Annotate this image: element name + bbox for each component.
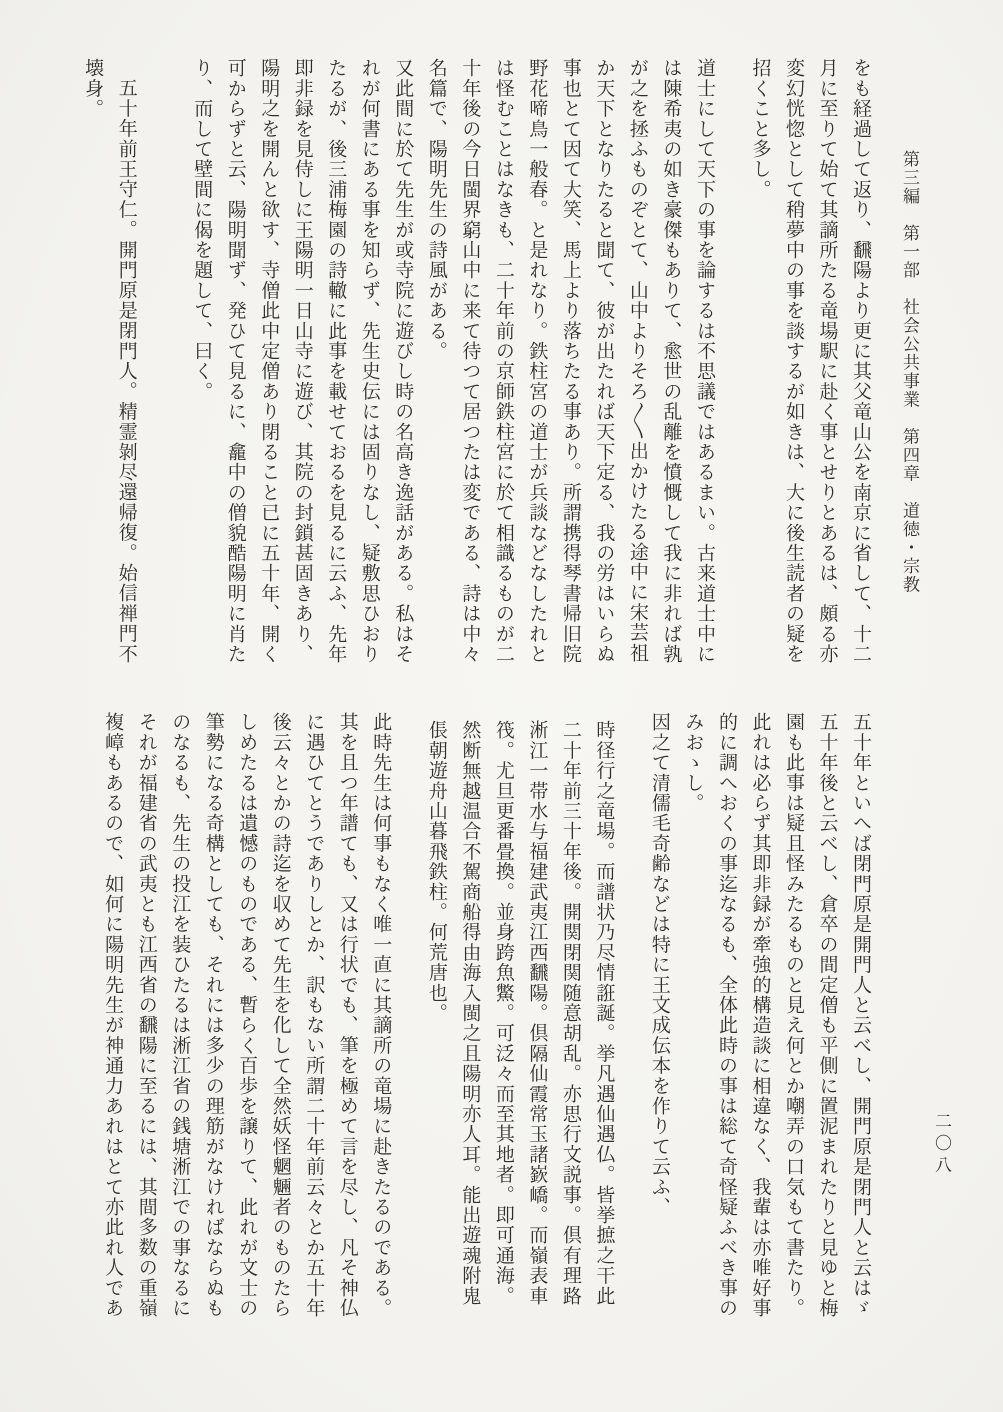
text-column: 五十年といへば閉門原是開門人と云べし、開門原是閉門人と云はゞ — [850, 712, 871, 1318]
text-column: 園も此事は疑且怪みたるものと見え何とか嘲弄の口気もて書たり。 — [782, 712, 804, 1318]
text-column: 事也とて因て大笑、馬上より落ちたる事あり。所謂携得琴書帰旧院 — [559, 58, 581, 664]
text-column: 招くこと多し。 — [749, 58, 771, 200]
text-column: 陽明之を開んと欲す、寺僧此中定僧あり閉ること已に五十年、開く — [258, 58, 280, 664]
text-column: か天下となりたると聞て、彼が出たれば天下定る、我の労はいらぬ — [593, 58, 615, 664]
text-column: 五十年前王守仁。開門原是閉門人。精霊剝尽還帰復。始信禅門不 — [115, 78, 137, 664]
text-column: 複嶂もあるので、如何に陽明先生が神通力あれはとて亦此れ人であ — [102, 712, 124, 1318]
text-column: 因之て清儒毛奇齢などは特に王文成伝本を作りて云ふ、 — [648, 712, 670, 1217]
text-column: それが福建省の武夷とも江西省の飜陽に至るには、其間多数の重嶺 — [135, 712, 157, 1318]
text-column: は怪むことはなきも、二十年前の京師鉄柱宮に於て相識るものが二 — [492, 58, 514, 664]
text-column: 月に至りて始て其謫所たる竜場駅に赴く事とせりとあるは、頗る亦 — [816, 58, 838, 664]
text-column: みおゝし。 — [682, 712, 704, 813]
text-column: が之を拯ふものぞとて、山中よりそろ〱出かけたる途中に宋芸祖 — [626, 58, 648, 663]
text-column: 倀朝遊舟山暮飛鉄柱。何荒唐也。 — [425, 720, 447, 1023]
text-column: 即非録を見侍しに王陽明一日山寺に遊び、其院の封鎖甚固きあり、 — [291, 58, 313, 664]
text-column: に遇ひてとうでありしとか、訳もない所謂二十年前云々とか五十年 — [303, 712, 325, 1318]
text-column: 淅江一帯水与福建武夷江西飜陽。倶隔仙霞常玉諸嶔嶠。而嶺表車 — [526, 720, 548, 1306]
page-number: 二〇八 — [932, 1112, 951, 1178]
text-column: 此れは必らず其即非録が牽強的構造談に相違なく、我輩は亦唯好事 — [749, 712, 771, 1318]
text-column: 的に調へおくの事迄なるも、全体此時の事は総て奇怪疑ふべき事の — [715, 712, 737, 1318]
text-column: 筏。尤旦更番畳換。並身跨魚鱉。可泛々而至其地者。即可通海。 — [492, 720, 514, 1306]
text-column: は陳希夷の如き豪傑もありて、愈世の乱離を憤慨して我に非れば孰 — [660, 58, 682, 664]
text-column: 二十年前三十年後。開関閉関随意胡乱。亦思行文説事。倶有理路 — [559, 720, 581, 1306]
text-column: 又此間に於て先生が或寺院に遊びし時の名高き逸話がある。私はそ — [392, 58, 414, 664]
text-column: 五十年後と云べし、倉卒の間定僧も平側に置泥まれたりと見ゆと梅 — [816, 712, 838, 1318]
text-column: しめたるは遺憾のものである、暫らく百歩を譲りて、此れが文士の — [236, 712, 258, 1318]
text-column: 道士にして天下の事を論するは不思議ではあるまい。古来道士中に — [693, 58, 715, 664]
text-column: 筆勢になる奇構としても、それには多少の理筋がなければならぬも — [202, 712, 224, 1318]
text-column: 然断無越温合不駕商船得由海入閩之且陽明亦人耳。能出遊魂附鬼 — [459, 720, 481, 1306]
text-column: 此時先生は何事もなく唯一直に其謫所の竜場に赴きたるのである。 — [370, 712, 392, 1318]
text-column: り、而して壁間に偈を題して、曰く。 — [191, 58, 213, 402]
text-column: 壊身。 — [82, 58, 104, 119]
running-head: 第三編 第一部 社会公共事業 第四章 道徳・宗教 — [900, 150, 919, 594]
text-column: のなるも、先生の投江を装ひたるは淅江省の銭塘淅江での事なるに — [169, 712, 191, 1318]
text-column: 野花啼鳥一般春。と是れなり。鉄柱宮の道士が兵談などなしたれと — [526, 58, 548, 664]
text-column: れが何書にある事を知らず、先生史伝には固りなし、疑敷思ひおり — [358, 58, 380, 664]
bottom-text-block — [102, 712, 870, 1318]
text-column: 其を且つ年譜ても、又は行状でも、筆を極めて言を尽し、凡そ神仏 — [336, 712, 358, 1318]
text-column: 名篇で、陽明先生の詩風がある。 — [425, 58, 447, 361]
text-column: たるが、後三浦梅園の詩轍に此事を載せておるを見るに云ふ、先年 — [325, 58, 347, 664]
text-column: 可からずと云、陽明聞ず、発ひて見るに、龕中の僧貌酷陽明に肖た — [224, 58, 246, 664]
text-column: 時径行之竜場。而譜状乃尽情誑誕。挙凡遇仙遇仏。皆挙摭之干此 — [593, 720, 615, 1306]
text-column: 変幻恍惚として稍夢中の事を談するが如きは、大に後生読者の疑を — [782, 58, 804, 664]
text-column: 十年後の今日閩界窮山中に来て待つて居つたは変である、詩は中々 — [459, 58, 481, 664]
top-text-block — [82, 58, 870, 664]
text-column: 後云々とかの詩迄を収めて先生を化して全然妖怪魍魎者のものたら — [269, 712, 291, 1318]
text-column: をも経過して返り、飜陽より更に其父竜山公を南京に省して、十二 — [850, 58, 871, 664]
